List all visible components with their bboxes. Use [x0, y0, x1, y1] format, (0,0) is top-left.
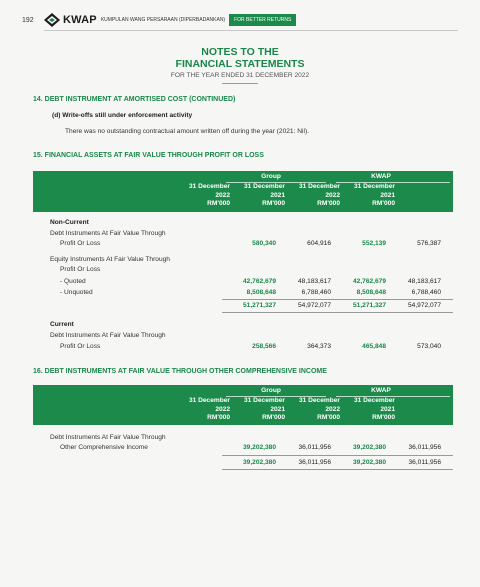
table-cell: 36,011,956 [408, 459, 441, 466]
col-header: 31 December 2021 RM'000 [353, 183, 395, 208]
kwap-logo-icon [44, 13, 60, 27]
note-16-heading: 16. DEBT INSTRUMENTS AT FAIR VALUE THROUGH OTHER COMPREHENSIVE INCOME [33, 368, 327, 375]
row-label: Debt Instruments At Fair Value Through [50, 332, 166, 339]
col-header: 31 December 2022 RM'000 [188, 397, 230, 422]
table-cell: 6,788,460 [301, 289, 331, 296]
org-name: KUMPULAN WANG PERSARAAN (DIPERBADANKAN) [100, 17, 226, 23]
table-cell: 6,788,460 [411, 289, 441, 296]
table-cell: 39,202,380 [352, 459, 386, 466]
table-cell: 8,508,648 [356, 289, 386, 296]
kwap-header: KWAP [371, 173, 391, 180]
subtotal-rule [222, 299, 453, 300]
total-rule [222, 312, 453, 313]
table-cell: 580,340 [252, 240, 276, 247]
table-cell: 54,972,077 [297, 302, 331, 309]
note-15-table-header [33, 171, 453, 212]
group-header: Group [261, 173, 281, 180]
table-cell: 48,183,617 [297, 278, 331, 285]
non-current-label: Non-Current [50, 219, 89, 226]
col-header: 31 December 2021 RM'000 [243, 397, 285, 422]
table-cell: 604,916 [307, 240, 331, 247]
row-label: Profit Or Loss [60, 343, 101, 350]
title-line-2: FINANCIAL STATEMENTS [175, 58, 305, 70]
title-subtitle: FOR THE YEAR ENDED 31 DECEMBER 2022 [170, 72, 310, 79]
table-cell: 364,373 [307, 343, 331, 350]
note-15-heading: 15. FINANCIAL ASSETS AT FAIR VALUE THROUGH PROFIT OR LOSS [33, 152, 264, 159]
col-header: 31 December 2022 RM'000 [298, 397, 340, 422]
col-header: 31 December 2022 RM'000 [188, 183, 230, 208]
title-divider [222, 83, 258, 84]
table-cell: 54,972,077 [407, 302, 441, 309]
total-rule [222, 469, 453, 470]
table-cell: 258,566 [252, 343, 276, 350]
note-14-subheading: (d) Write-offs still under enforcement activity [52, 112, 193, 119]
row-label: Debt Instruments At Fair Value Through [50, 434, 166, 441]
table-cell: 576,387 [417, 240, 441, 247]
kwap-header: KWAP [371, 387, 391, 394]
group-header: Group [261, 387, 281, 394]
logo-text: KWAP [63, 14, 97, 26]
table-cell: 573,040 [417, 343, 441, 350]
header-divider [44, 30, 458, 31]
page-header [22, 10, 296, 30]
table-cell: 39,202,380 [242, 444, 276, 451]
col-header: 31 December 2021 RM'000 [243, 183, 285, 208]
table-cell: 8,508,648 [246, 289, 276, 296]
row-label: Profit Or Loss [60, 266, 101, 273]
row-label: Profit Or Loss [60, 240, 101, 247]
table-cell: 48,183,617 [407, 278, 441, 285]
row-label: Debt Instruments At Fair Value Through [50, 230, 166, 237]
col-header: 31 December 2022 RM'000 [298, 183, 340, 208]
note-14-heading: 14. DEBT INSTRUMENT AT AMORTISED COST (CONTINUED) [33, 96, 236, 103]
row-label: - Quoted [60, 278, 86, 285]
row-label: Equity Instruments At Fair Value Through [50, 256, 170, 263]
title-line-1: NOTES TO THE [201, 46, 279, 58]
table-cell: 51,271,327 [352, 302, 386, 309]
tagline-banner: FOR BETTER RETURNS [229, 14, 296, 26]
note-16-table-header [33, 385, 453, 425]
table-cell: 36,011,956 [408, 444, 441, 451]
table-cell: 42,762,679 [242, 278, 276, 285]
page-number: 192 [22, 16, 34, 24]
table-cell: 42,762,679 [352, 278, 386, 285]
page-title [0, 46, 480, 84]
table-cell: 36,011,956 [298, 444, 331, 451]
table-cell: 39,202,380 [352, 444, 386, 451]
subtotal-rule [222, 455, 453, 456]
table-cell: 51,271,327 [242, 302, 276, 309]
col-header: 31 December 2021 RM'000 [353, 397, 395, 422]
table-cell: 36,011,956 [298, 459, 331, 466]
row-label: - Unquoted [60, 289, 93, 296]
table-cell: 552,139 [362, 240, 386, 247]
row-label: Other Comprehensive Income [60, 444, 148, 451]
note-14-text: There was no outstanding contractual amount written off during the year (2021: Nil). [65, 128, 309, 135]
current-label: Current [50, 321, 74, 328]
table-cell: 465,848 [362, 343, 386, 350]
table-cell: 39,202,380 [242, 459, 276, 466]
